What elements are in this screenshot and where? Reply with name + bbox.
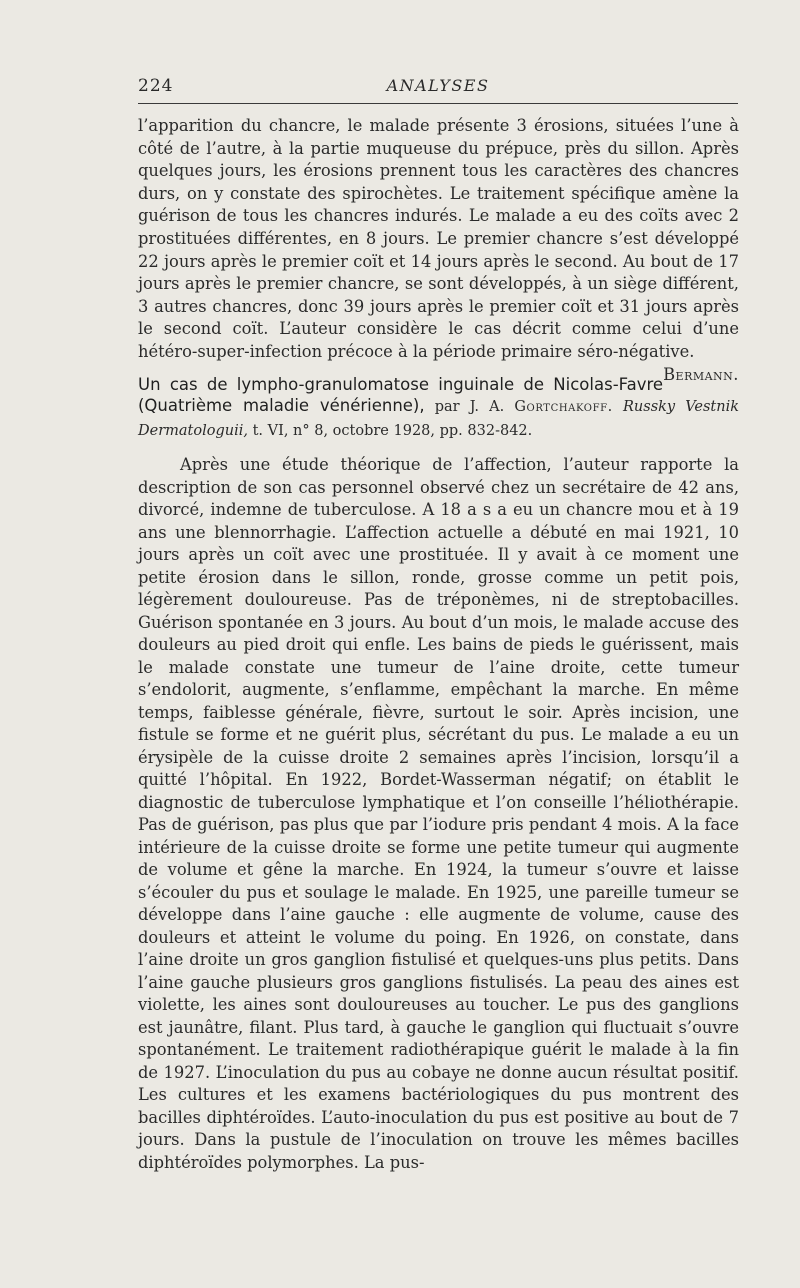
running-head: ANALYSES [386, 76, 490, 95]
article-journal: Russky Vestnik Dermatologuii, [138, 399, 740, 439]
continuation-text: l’apparition du chancre, le malade présente 3 érosions, situées l’une à côté de l’autre, à la partie muqueuse du prépuce, près du sillon. Après quelques jours, les érosions prennent tous les caractères des chancres durs, on y constate des spirochètes. Le traitement spécifique amène la guérison de tous les chancres indurés. Le malade a eu des coïts avec 2 prostituées différentes, en 8 jours. Le premier chancre s’est développé 22 jours après le premier coït et 14 jours après le second. Au bout de 17 jours après le premier chancre, se sont développés, à un siège différent, 3 autres chancres, donc 39 jours après le premier coït et 31 jours après le second coït. L’auteur considère le cas décrit comme celui d’une hétéro-super-infection précoce à la période primaire séro-négative. [138, 116, 739, 361]
header-rule [138, 103, 738, 104]
reviewer-signature: Bermann. [663, 364, 739, 384]
continuation-paragraph [138, 115, 739, 384]
article-by: par J. A. [424, 399, 515, 416]
page-body [138, 115, 739, 1174]
article-heading [138, 374, 739, 443]
page-number: 224 [138, 76, 174, 96]
article-title: Un cas de lympho-granulomatose inguinale de Nicolas-Favre (Quatrième maladie vénérienne), [138, 374, 664, 416]
page-header [138, 72, 738, 102]
article-body: Après une étude théorique de l’affection, l’auteur rapporte la description de son cas personnel observé chez un secrétaire de 42 ans, divorcé, indemne de tuberculose. A 18 a s a eu un chancre mou et à 19 ans une blennorrhagie. L’affection actuelle a débuté en mai 1921, 10 jours après un coït avec une prostituée. Il y avait à ce moment une petite érosion dans le sillon, ronde, grosse comme un petit pois, légèrement douloureuse. Pas de tréponèmes, ni de streptobacilles. Guérison spontanée en 3 jours. Au bout d’un mois, le malade accuse des douleurs au pied droit qui enfle. Les bains de pieds le guérissent, mais le malade constate une tumeur de l’aine droite, cette tumeur s’endolorit, augmente, s’enflamme, empêchant la marche. En même temps, faiblesse générale, fièvre, surtout le soir. Après incision, une fistule se forme et ne guérit plus, sécrétant du pus. Le malade a eu un érysipèle de la cuisse droite 2 semaines après l’incision, lorsqu’il a quitté l’hôpital. En 1922, Bordet-Wasserman négatif; on établit le diagnostic de tuberculose lymphatique et l’on conseille l’héliothérapie. Pas de guérison, pas plus que par l’iodure pris pendant 4 mois. A la face intérieure de la cuisse droite se forme une petite tumeur qui augmente de volume et gêne la marche. En 1924, la tumeur s’ouvre et laisse s’écouler du pus et soulage le malade. En 1925, une pareille tumeur se développe dans l’aine gauche : elle augmente de volume, cause des douleurs et atteint le volume du poing. En 1926, on constate, dans l’aine droite un gros ganglion fistulisé et quelques-uns plus petits. Dans l’aine gauche plusieurs gros ganglions fistulisés. La peau des aines est violette, les aines sont douloureuses au toucher. Le pus des ganglions est jaunâtre, filant. Plus tard, à gauche le ganglion qui fluctuait s’ouvre spontanément. Le traitement radiothérapique guérit le malade à la fin de 1927. L’inoculation du pus au cobaye ne donne aucun résultat positif. Les cultures et les examens bactériologiques du pus montrent des bacilles diphtéroïdes. L’auto-inoculation du pus est positive au bout de 7 jours. Dans la pustule de l’inoculation on trouve les mêmes bacilles diphtéroïdes polymorphes. La pus- [138, 455, 739, 1172]
article-reference: t. VI, n° 8, octobre 1928, pp. 832-842. [247, 422, 533, 439]
article-author: Gortchakoff. [514, 399, 613, 416]
